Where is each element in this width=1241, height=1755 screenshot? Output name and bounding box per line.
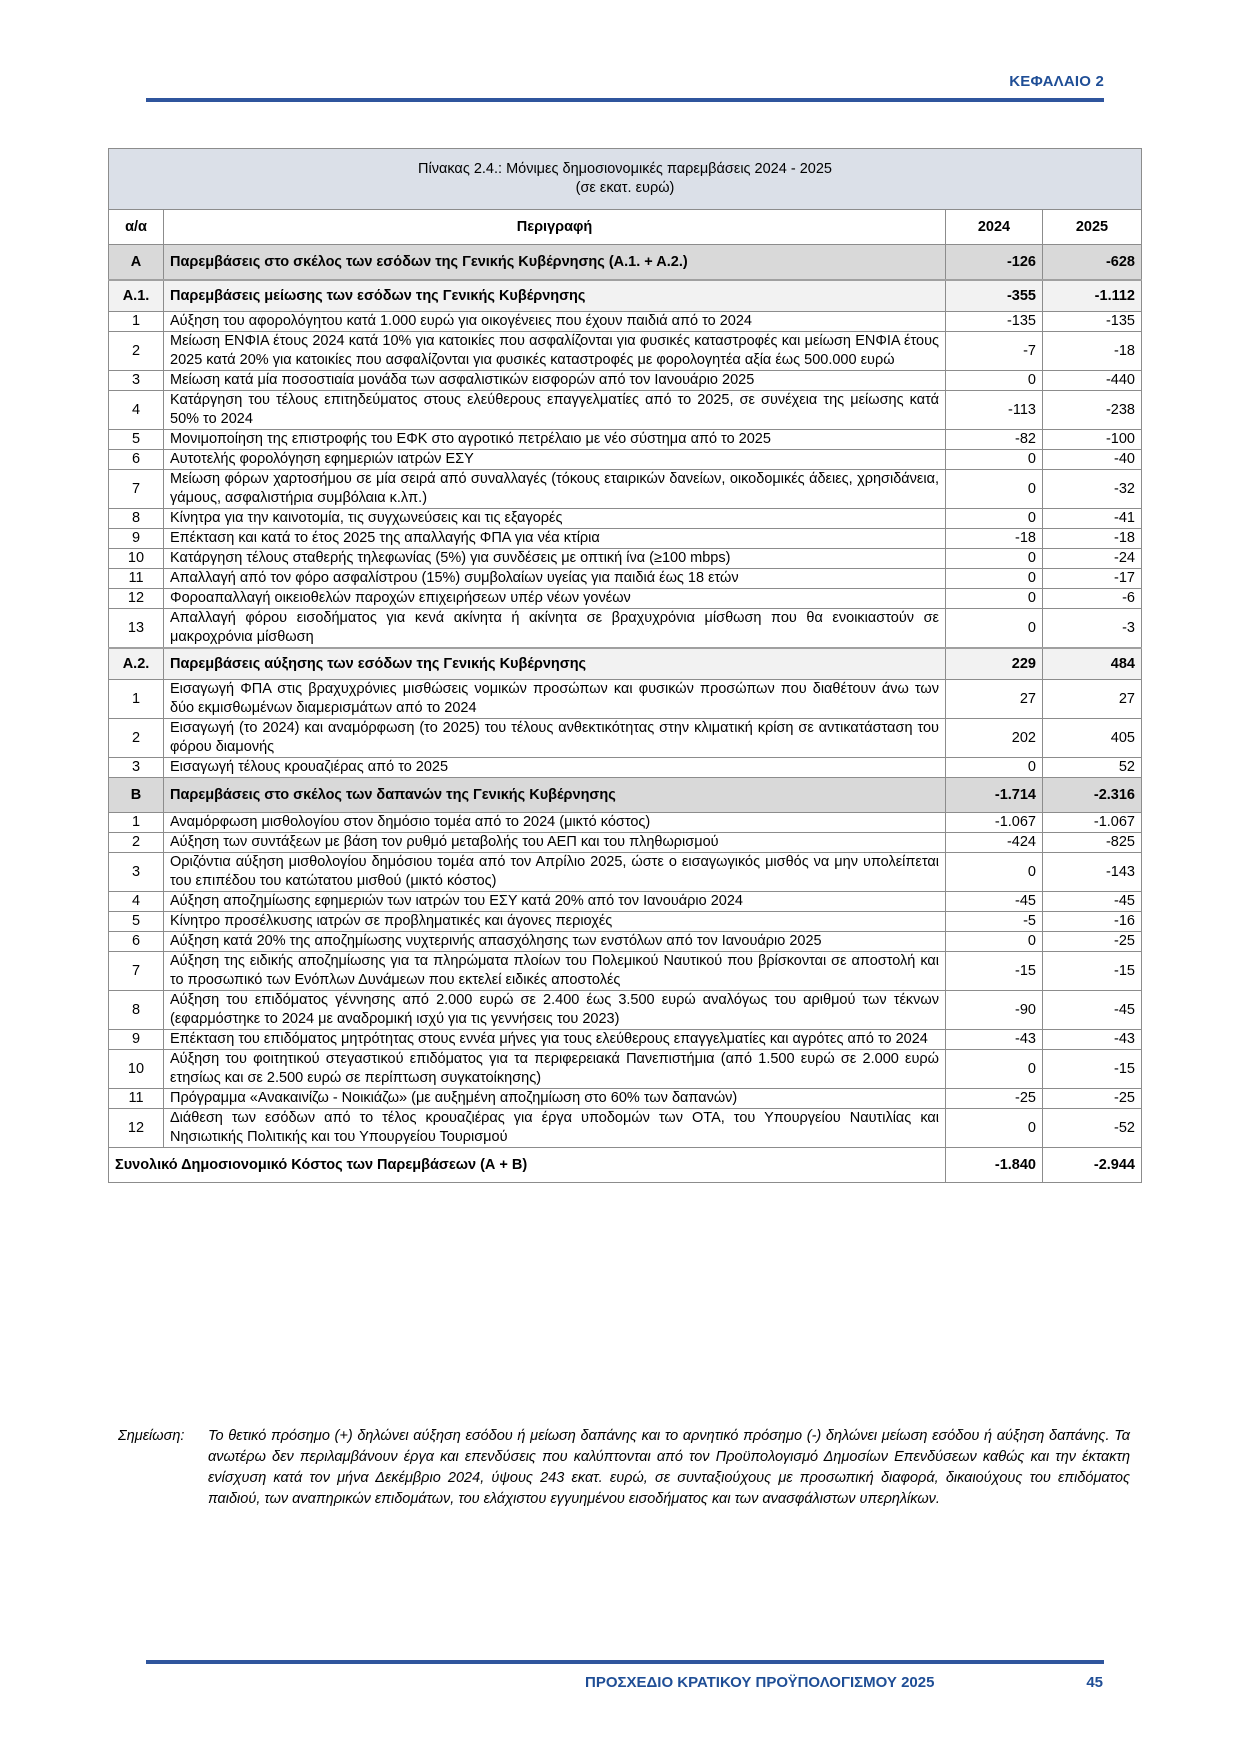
header-rule xyxy=(146,98,1104,102)
row-value-2024: 0 xyxy=(946,932,1043,952)
page-number: 45 xyxy=(1086,1674,1103,1691)
header-aa: α/α xyxy=(109,210,164,245)
row-description: Αυτοτελής φορολόγηση εφημεριών ιατρών ΕΣΥ xyxy=(164,450,946,470)
section-row-a xyxy=(109,245,1142,281)
table-row xyxy=(109,609,1142,649)
row-value-2024: 0 xyxy=(946,758,1043,778)
row-value-2024: 0 xyxy=(946,1109,1043,1148)
table-row xyxy=(109,991,1142,1030)
row-description: Απαλλαγή φόρου εισοδήματος για κενά ακίνητα ή ακίνητα σε βραχυχρόνια μίσθωση που θα ενοικιαστούν σε μακροχρόνια μίσθωση xyxy=(164,609,946,649)
subsection-code: Α.2. xyxy=(109,648,164,680)
table-title: Πίνακας 2.4.: Μόνιμες δημοσιονομικές παρεμβάσεις 2024 - 2025 xyxy=(418,161,832,177)
row-number: 12 xyxy=(109,1109,164,1148)
row-number: 12 xyxy=(109,589,164,609)
section-value-2025: -2.316 xyxy=(1043,778,1142,813)
row-value-2024: -82 xyxy=(946,430,1043,450)
table-row xyxy=(109,1050,1142,1089)
row-value-2025: -32 xyxy=(1043,470,1142,509)
row-number: 9 xyxy=(109,1030,164,1050)
row-value-2024: -5 xyxy=(946,912,1043,932)
row-value-2025: -18 xyxy=(1043,529,1142,549)
row-value-2025: -25 xyxy=(1043,1089,1142,1109)
table-row xyxy=(109,332,1142,371)
row-value-2024: -7 xyxy=(946,332,1043,371)
row-value-2025: -24 xyxy=(1043,549,1142,569)
row-value-2024: 0 xyxy=(946,589,1043,609)
row-number: 10 xyxy=(109,549,164,569)
row-value-2024: -45 xyxy=(946,892,1043,912)
table-row xyxy=(109,450,1142,470)
row-number: 4 xyxy=(109,391,164,430)
rows-a2 xyxy=(109,680,1142,778)
row-value-2025: -16 xyxy=(1043,912,1142,932)
row-value-2025: -143 xyxy=(1043,853,1142,892)
row-value-2024: 0 xyxy=(946,450,1043,470)
row-number: 10 xyxy=(109,1050,164,1089)
row-description: Αύξηση του φοιτητικού στεγαστικού επιδόματος για τα περιφερειακά Πανεπιστήμια (από 1.500 ευρώ σε 2.000 ευρώ ετησίως και σε 2.500 ευρώ σε περίπτωση συγκατοίκησης) xyxy=(164,1050,946,1089)
footer-title: ΠΡΟΣΧΕΔΙΟ ΚΡΑΤΙΚΟΥ ΠΡΟΫΠΟΛΟΓΙΣΜΟΥ 2025 xyxy=(585,1674,935,1691)
row-number: 4 xyxy=(109,892,164,912)
row-value-2025: -440 xyxy=(1043,371,1142,391)
row-description: Εισαγωγή (το 2024) και αναμόρφωση (το 2025) του τέλους ανθεκτικότητας στην κλιματική κρίση σε αντικατάσταση του φόρου διαμονής xyxy=(164,719,946,758)
section-value-2025: -628 xyxy=(1043,245,1142,281)
row-value-2025: -18 xyxy=(1043,332,1142,371)
row-value-2024: 0 xyxy=(946,470,1043,509)
table-note xyxy=(118,1426,1130,1510)
row-number: 7 xyxy=(109,470,164,509)
table-row xyxy=(109,1109,1142,1148)
table-row xyxy=(109,833,1142,853)
row-value-2025: -238 xyxy=(1043,391,1142,430)
header-desc: Περιγραφή xyxy=(164,210,946,245)
total-value-2025: -2.944 xyxy=(1043,1148,1142,1183)
row-value-2024: -90 xyxy=(946,991,1043,1030)
row-value-2025: -45 xyxy=(1043,991,1142,1030)
row-value-2024: -113 xyxy=(946,391,1043,430)
subsection-row-a1 xyxy=(109,280,1142,312)
row-number: 11 xyxy=(109,569,164,589)
table-row xyxy=(109,589,1142,609)
row-description: Αύξηση κατά 20% της αποζημίωσης νυχτερινής απασχόλησης των ενστόλων από τον Ιανουάριο 2025 xyxy=(164,932,946,952)
row-description: Φοροαπαλλαγή οικειοθελών παροχών επιχειρήσεων υπέρ νέων γονέων xyxy=(164,589,946,609)
subsection-code: Α.1. xyxy=(109,280,164,312)
row-description: Οριζόντια αύξηση μισθολογίου δημόσιου τομέα από τον Απρίλιο 2025, ώστε ο εισαγωγικός μισθός να μην υπολείπεται του επιπέδου του κατώτατου μισθού (μικτό κόστος) xyxy=(164,853,946,892)
header-2025: 2025 xyxy=(1043,210,1142,245)
section-label: Παρεμβάσεις στο σκέλος των εσόδων της Γενικής Κυβέρνησης (Α.1. + Α.2.) xyxy=(164,245,946,281)
table-row xyxy=(109,371,1142,391)
row-description: Αύξηση των συντάξεων με βάση τον ρυθμό μεταβολής του ΑΕΠ και του πληθωρισμού xyxy=(164,833,946,853)
row-description: Μείωση κατά μία ποσοστιαία μονάδα των ασφαλιστικών εισφορών από τον Ιανουάριο 2025 xyxy=(164,371,946,391)
section-label: Παρεμβάσεις στο σκέλος των δαπανών της Γενικής Κυβέρνησης xyxy=(164,778,946,813)
row-value-2025: -40 xyxy=(1043,450,1142,470)
row-description: Επέκταση και κατά το έτος 2025 της απαλλαγής ΦΠΑ για νέα κτίρια xyxy=(164,529,946,549)
table-row xyxy=(109,470,1142,509)
table-row xyxy=(109,912,1142,932)
row-value-2024: 0 xyxy=(946,549,1043,569)
table-row xyxy=(109,549,1142,569)
subsection-label: Παρεμβάσεις αύξησης των εσόδων της Γενικής Κυβέρνησης xyxy=(164,648,946,680)
row-number: 8 xyxy=(109,991,164,1030)
row-value-2025: 52 xyxy=(1043,758,1142,778)
row-description: Πρόγραμμα «Ανακαινίζω - Νοικιάζω» (με αυξημένη αποζημίωση στο 60% των δαπανών) xyxy=(164,1089,946,1109)
row-value-2024: -424 xyxy=(946,833,1043,853)
subsection-row-a2 xyxy=(109,648,1142,680)
chapter-label: ΚΕΦΑΛΑΙΟ 2 xyxy=(1009,73,1104,90)
row-value-2025: -45 xyxy=(1043,892,1142,912)
rows-b xyxy=(109,813,1142,1148)
table-row xyxy=(109,391,1142,430)
table-row xyxy=(109,312,1142,332)
interventions-table xyxy=(108,148,1142,1183)
row-number: 1 xyxy=(109,680,164,719)
row-number: 3 xyxy=(109,853,164,892)
row-value-2024: 0 xyxy=(946,853,1043,892)
row-description: Εισαγωγή ΦΠΑ στις βραχυχρόνιες μισθώσεις νομικών προσώπων και φυσικών προσώπων που διαθέτουν άνω των δύο εκμισθωμένων διαμερισμάτων από το 2024 xyxy=(164,680,946,719)
subsection-value-2025: 484 xyxy=(1043,648,1142,680)
row-number: 3 xyxy=(109,758,164,778)
row-number: 7 xyxy=(109,952,164,991)
table-row xyxy=(109,813,1142,833)
row-value-2025: -15 xyxy=(1043,1050,1142,1089)
row-description: Αναμόρφωση μισθολογίου στον δημόσιο τομέα από το 2024 (μικτό κόστος) xyxy=(164,813,946,833)
row-value-2025: -52 xyxy=(1043,1109,1142,1148)
row-description: Απαλλαγή από τον φόρο ασφαλίστρου (15%) συμβολαίων υγείας για παιδιά έως 18 ετών xyxy=(164,569,946,589)
row-value-2025: -15 xyxy=(1043,952,1142,991)
row-value-2025: -1.067 xyxy=(1043,813,1142,833)
subsection-value-2024: 229 xyxy=(946,648,1043,680)
row-number: 5 xyxy=(109,430,164,450)
row-number: 3 xyxy=(109,371,164,391)
row-description: Εισαγωγή τέλους κρουαζιέρας από το 2025 xyxy=(164,758,946,778)
row-description: Διάθεση των εσόδων από το τέλος κρουαζιέρας για έργα υποδομών των ΟΤΑ, του Υπουργείου Ναυτιλίας και Νησιωτικής Πολιτικής και του Υπουργείου Τουρισμού xyxy=(164,1109,946,1148)
row-number: 5 xyxy=(109,912,164,932)
table-subtitle: (σε εκατ. ευρώ) xyxy=(575,180,675,196)
row-value-2025: -100 xyxy=(1043,430,1142,450)
section-value-2024: -126 xyxy=(946,245,1043,281)
row-value-2024: 0 xyxy=(946,609,1043,649)
row-value-2024: -15 xyxy=(946,952,1043,991)
table-row xyxy=(109,430,1142,450)
row-number: 9 xyxy=(109,529,164,549)
row-description: Κίνητρο προσέλκυσης ιατρών σε προβληματικές και άγονες περιοχές xyxy=(164,912,946,932)
row-number: 2 xyxy=(109,833,164,853)
row-value-2025: 27 xyxy=(1043,680,1142,719)
note-label: Σημείωση: xyxy=(118,1428,185,1444)
table-row xyxy=(109,1089,1142,1109)
row-value-2024: 27 xyxy=(946,680,1043,719)
subsection-value-2024: -355 xyxy=(946,280,1043,312)
row-number: 11 xyxy=(109,1089,164,1109)
table-row xyxy=(109,853,1142,892)
table-row xyxy=(109,509,1142,529)
row-number: 6 xyxy=(109,450,164,470)
row-description: Μονιμοποίηση της επιστροφής του ΕΦΚ στο αγροτικό πετρέλαιο με νέο σύστημα από το 2025 xyxy=(164,430,946,450)
table-row xyxy=(109,719,1142,758)
section-value-2024: -1.714 xyxy=(946,778,1043,813)
row-value-2025: -6 xyxy=(1043,589,1142,609)
row-value-2024: 202 xyxy=(946,719,1043,758)
table-row xyxy=(109,932,1142,952)
table-row xyxy=(109,529,1142,549)
section-row-b xyxy=(109,778,1142,813)
row-value-2024: -1.067 xyxy=(946,813,1043,833)
total-label: Συνολικό Δημοσιονομικό Κόστος των Παρεμβάσεων (Α + Β) xyxy=(109,1148,946,1183)
row-value-2025: -17 xyxy=(1043,569,1142,589)
section-code: Α xyxy=(109,245,164,281)
row-number: 2 xyxy=(109,332,164,371)
section-code: Β xyxy=(109,778,164,813)
subsection-label: Παρεμβάσεις μείωσης των εσόδων της Γενικής Κυβέρνησης xyxy=(164,280,946,312)
table-row xyxy=(109,1030,1142,1050)
row-value-2024: -18 xyxy=(946,529,1043,549)
row-description: Κίνητρα για την καινοτομία, τις συγχωνεύσεις και τις εξαγορές xyxy=(164,509,946,529)
row-number: 1 xyxy=(109,813,164,833)
row-value-2024: -135 xyxy=(946,312,1043,332)
table-row xyxy=(109,892,1142,912)
row-number: 8 xyxy=(109,509,164,529)
table-row xyxy=(109,569,1142,589)
table-row xyxy=(109,952,1142,991)
row-number: 6 xyxy=(109,932,164,952)
total-value-2024: -1.840 xyxy=(946,1148,1043,1183)
row-description: Μείωση φόρων χαρτοσήμου σε μία σειρά από συναλλαγές (τόκους εταιρικών δανείων, οικοδομικές άδειες, χρησιδάνεια, γάμους, ασφαλιστήρια συμβόλαια κ.λπ.) xyxy=(164,470,946,509)
row-description: Κατάργηση τέλους σταθερής τηλεφωνίας (5%) για συνδέσεις με οπτική ίνα (≥100 mbps) xyxy=(164,549,946,569)
row-value-2025: -135 xyxy=(1043,312,1142,332)
row-value-2025: -41 xyxy=(1043,509,1142,529)
table-title-cell xyxy=(109,149,1142,210)
row-description: Αύξηση της ειδικής αποζημίωσης για τα πληρώματα πλοίων του Πολεμικού Ναυτικού που βρίσκονται σε αποστολή και το προσωπικό των Ενόπλων Δυνάμεων που εκτελεί ειδικές αποστολές xyxy=(164,952,946,991)
row-value-2024: 0 xyxy=(946,569,1043,589)
row-description: Αύξηση του αφορολόγητου κατά 1.000 ευρώ για οικογένειες που έχουν παιδιά από το 2024 xyxy=(164,312,946,332)
row-description: Αύξηση αποζημίωσης εφημεριών των ιατρών του ΕΣΥ κατά 20% από τον Ιανουάριο 2024 xyxy=(164,892,946,912)
rows-a1 xyxy=(109,312,1142,649)
row-value-2024: -25 xyxy=(946,1089,1043,1109)
row-description: Κατάργηση του τέλους επιτηδεύματος στους ελεύθερους επαγγελματίες από το 2025, σε συνέχεια της μείωσης κατά 50% το 2024 xyxy=(164,391,946,430)
note-text: Το θετικό πρόσημο (+) δηλώνει αύξηση εσόδου ή μείωση δαπάνης και το αρνητικό πρόσημο (-) δηλώνει μείωση εσόδου ή αύξηση δαπάνης. Τα ανωτέρω δεν περιλαμβάνουν έργα και επενδύσεις που καλύπτονται από τον Προϋπολογισμό Δημοσίων Επενδύσεων καθώς και την έκτακτη ενίσχυση κατά τον μήνα Δεκέμβριο 2024, ύψους 243 εκατ. ευρώ, σε συνταξιούχους με προσωπική διαφορά, δικαιούχους του επιδόματος παιδιού, των αναπηρικών επιδομάτων, του ελάχιστου εγγυημένου εισοδήματος και των ανασφάλιστων υπερηλίκων. xyxy=(208,1428,1130,1507)
total-row xyxy=(109,1148,1142,1183)
row-value-2025: -825 xyxy=(1043,833,1142,853)
row-value-2025: 405 xyxy=(1043,719,1142,758)
row-description: Αύξηση του επιδόματος γέννησης από 2.000 ευρώ σε 2.400 έως 3.500 ευρώ αναλόγως του αριθμού των τέκνων (εφαρμόστηκε το 2024 με αναδρομική ισχύ για τις γεννήσεις του 2023) xyxy=(164,991,946,1030)
row-number: 13 xyxy=(109,609,164,649)
row-value-2024: 0 xyxy=(946,509,1043,529)
row-value-2025: -43 xyxy=(1043,1030,1142,1050)
table-row xyxy=(109,680,1142,719)
row-number: 2 xyxy=(109,719,164,758)
row-value-2024: -43 xyxy=(946,1030,1043,1050)
footer-rule xyxy=(146,1660,1104,1664)
table-row xyxy=(109,758,1142,778)
subsection-value-2025: -1.112 xyxy=(1043,280,1142,312)
header-2024: 2024 xyxy=(946,210,1043,245)
row-value-2024: 0 xyxy=(946,371,1043,391)
row-value-2024: 0 xyxy=(946,1050,1043,1089)
row-number: 1 xyxy=(109,312,164,332)
row-value-2025: -25 xyxy=(1043,932,1142,952)
row-description: Επέκταση του επιδόματος μητρότητας στους εννέα μήνες για τους ελεύθερους επαγγελματίες και αγρότες από το 2024 xyxy=(164,1030,946,1050)
row-value-2025: -3 xyxy=(1043,609,1142,649)
row-description: Μείωση ΕΝΦΙΑ έτους 2024 κατά 10% για κατοικίες που ασφαλίζονται για φυσικές καταστροφές και μείωση ΕΝΦΙΑ έτους 2025 κατά 20% για κατοικίες που ασφαλίζονται για φυσικές καταστροφές με φορολογητέα αξία έως 500.000 ευρώ xyxy=(164,332,946,371)
